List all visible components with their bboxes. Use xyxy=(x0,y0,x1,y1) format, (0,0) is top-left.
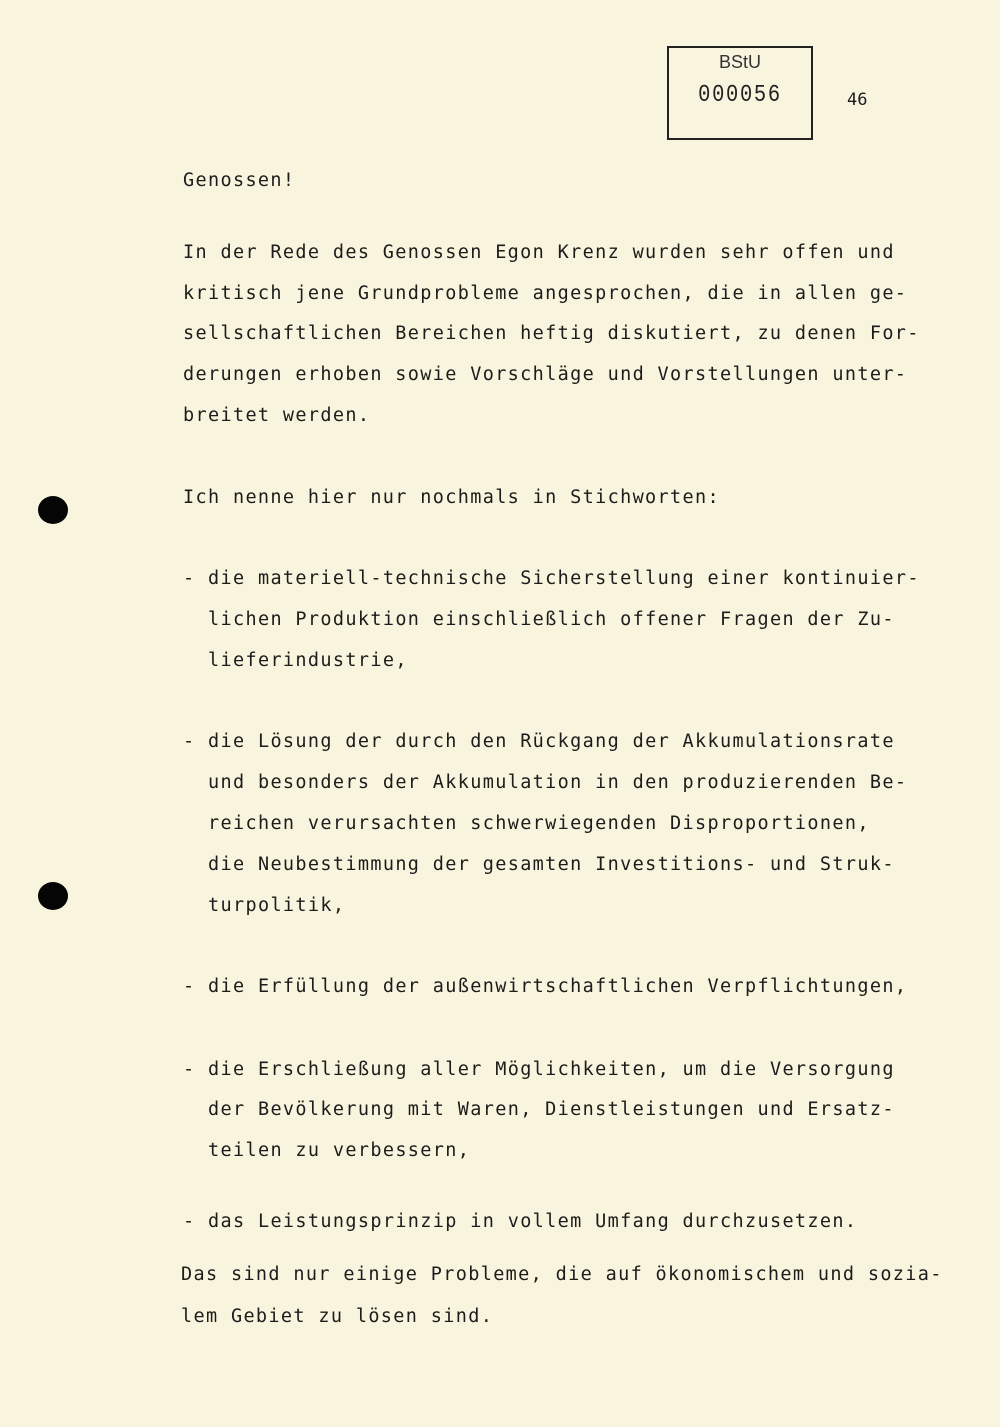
text-line: das Leistungsprinzip in vollem Umfang durchzusetzen. xyxy=(208,1211,858,1232)
page-number: 46 xyxy=(847,90,868,110)
salutation: Genossen! xyxy=(183,170,296,191)
text-line: kritisch jene Grundprobleme angesprochen, die in allen ge- xyxy=(183,283,908,304)
lead-in: Ich nenne hier nur nochmals in Stichworten: xyxy=(183,487,720,508)
text-line: die Neubestimmung der gesamten Investitions- und Struk- xyxy=(208,854,895,875)
punch-hole-icon xyxy=(38,496,68,524)
text-line: breitet werden. xyxy=(183,405,371,426)
text-line: die Erschließung aller Möglichkeiten, um die Versorgung xyxy=(208,1059,895,1080)
text-line: lieferindustrie, xyxy=(208,650,408,671)
text-line: die materiell-technische Sicherstellung einer kontinuier- xyxy=(208,568,920,589)
bullet-dash: - xyxy=(183,1059,196,1080)
archive-stamp xyxy=(667,46,813,140)
bullet-dash: - xyxy=(183,568,196,589)
text-line: teilen zu verbessern, xyxy=(208,1140,471,1161)
text-line: lem Gebiet zu lösen sind. xyxy=(181,1306,494,1327)
text-line: lichen Produktion einschließlich offener Fragen der Zu- xyxy=(208,609,895,630)
text-line: der Bevölkerung mit Waren, Dienstleistungen und Ersatz- xyxy=(208,1099,895,1120)
text-line: sellschaftlichen Bereichen heftig diskutiert, zu denen For- xyxy=(183,323,920,344)
text-line: und besonders der Akkumulation in den produzierenden Be- xyxy=(208,772,908,793)
text-line: turpolitik, xyxy=(208,895,346,916)
text-line: die Lösung der durch den Rückgang der Akkumulationsrate xyxy=(208,731,895,752)
bullet-dash: - xyxy=(183,1211,196,1232)
text-line: In der Rede des Genossen Egon Krenz wurden sehr offen und xyxy=(183,242,895,263)
stamp-label: BStU xyxy=(718,52,761,72)
text-line: derungen erhoben sowie Vorschläge und Vorstellungen unter- xyxy=(183,364,908,385)
text-line: Das sind nur einige Probleme, die auf ökonomischem und sozia- xyxy=(181,1264,943,1285)
punch-hole-icon xyxy=(38,882,68,910)
text-line: die Erfüllung der außenwirtschaftlichen Verpflichtungen, xyxy=(208,976,908,997)
bullet-dash: - xyxy=(183,976,196,997)
text-line: reichen verursachten schwerwiegenden Disproportionen, xyxy=(208,813,870,834)
bullet-dash: - xyxy=(183,731,196,752)
stamp-number: 000056 xyxy=(698,82,782,109)
